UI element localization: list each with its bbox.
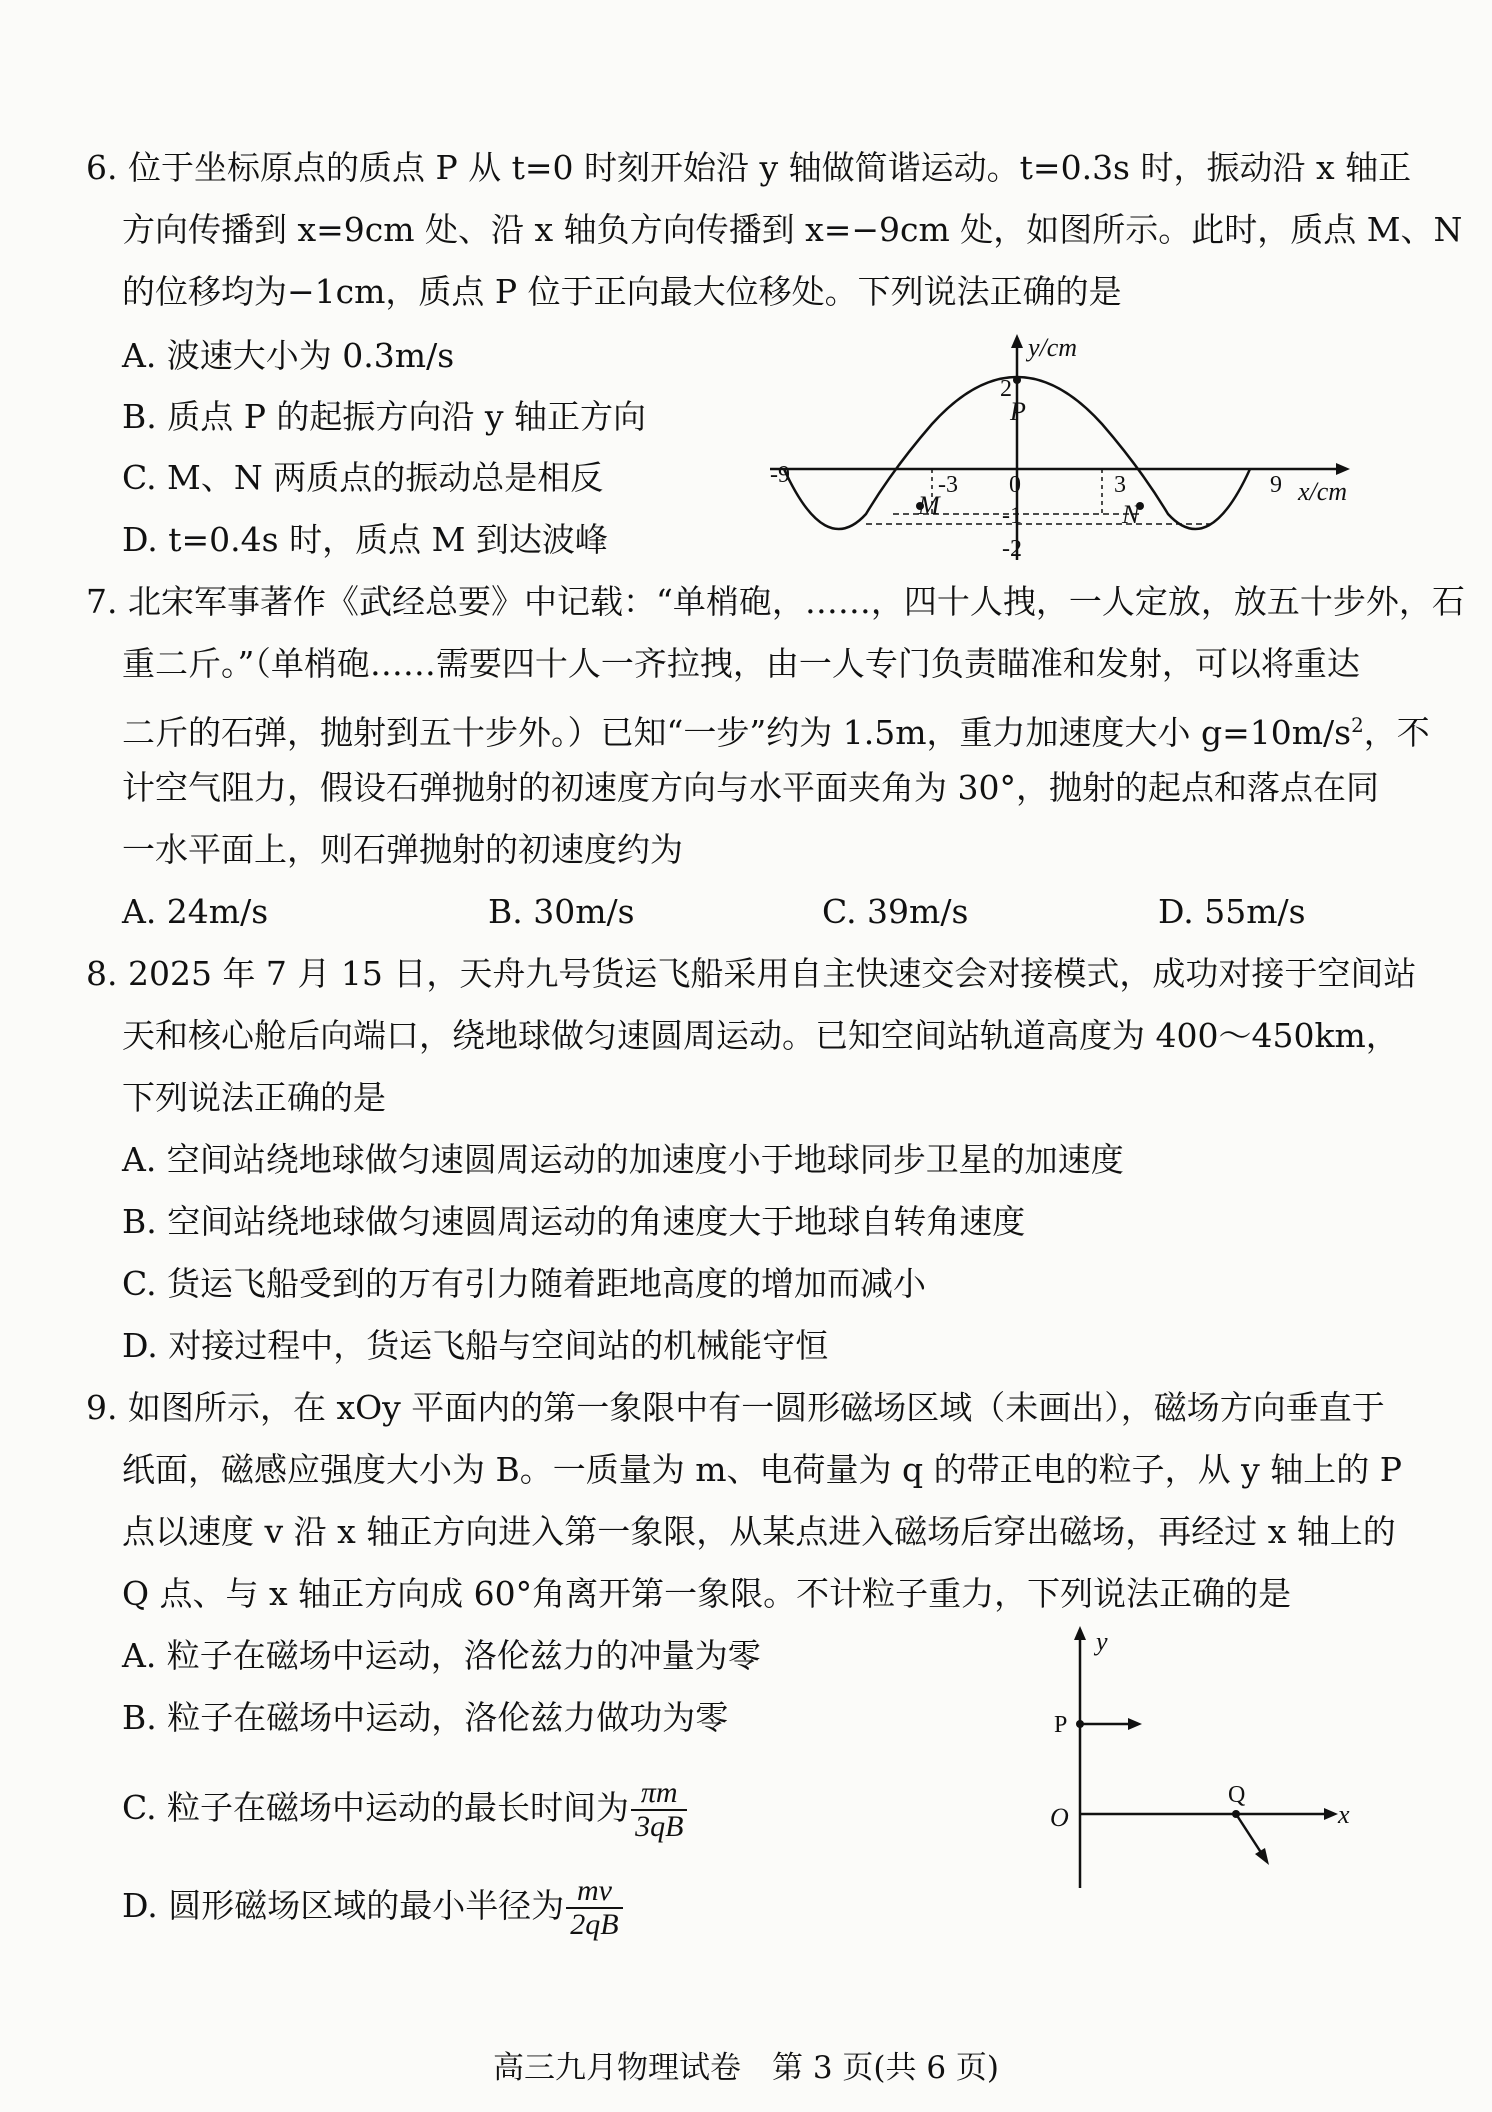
q7-line2: 重二斤。”（单梢砲……需要四十人一齐拉拽，由一人专门负责瞄准和发射，可以将重达 [122,644,1360,683]
q9-line2: 纸面，磁感应强度大小为 B。一质量为 m、电荷量为 q 的带正电的粒子，从 y 轴上的 P [122,1450,1402,1489]
q9-option-a: A. 粒子在磁场中运动，洛伦兹力的冲量为零 [122,1636,761,1675]
q8-line2: 天和核心舱后向端口，绕地球做匀速圆周运动。已知空间站轨道高度为 400～450km， [122,1016,1399,1055]
q7-line4: 计空气阻力，假设石弹抛射的初速度方向与水平面夹角为 30°，抛射的起点和落点在同 [122,768,1379,807]
label-p: P [1010,397,1026,426]
q9-option-c [122,1768,687,1848]
q8-option-c: C. 货运飞船受到的万有引力随着距地高度的增加而减小 [122,1264,927,1303]
q9-q-label: Q [1228,1782,1246,1808]
q6-option-b: B. 质点 P 的起振方向沿 y 轴正方向 [122,397,647,436]
q9-c-numerator: πm [631,1777,687,1811]
q6-option-a: A. 波速大小为 0.3m/s [122,336,455,375]
q9-option-d-text: D. 圆形磁场区域的最小半径为 [122,1886,565,1925]
tick-neg2: -2 [1002,536,1022,562]
tick-neg3: -3 [938,472,958,498]
q9-d-denominator: 2qB [570,1908,619,1941]
tick-pos9: 9 [1270,472,1282,498]
q9-coordinate-figure [1040,1618,1370,1898]
q9-d-numerator: mv [566,1875,622,1909]
q9-line4: Q 点、与 x 轴正方向成 60°角离开第一象限。不计粒子重力，下列说法正确的是 [122,1574,1292,1613]
q7-option-b: B. 30m/s [488,892,635,931]
x-axis-arrow-icon [1336,463,1350,475]
q6-wave-figure [760,330,1370,570]
q7-option-a: A. 24m/s [122,892,269,931]
q6-xlabel: x/cm [1298,477,1348,506]
q9-line3: 点以速度 v 沿 x 轴正方向进入第一象限，从某点进入磁场后穿出磁场，再经过 x 轴上的 [122,1512,1396,1551]
q6-ylabel: y/cm [1028,333,1078,362]
q8-option-a: A. 空间站绕地球做匀速圆周运动的加速度小于地球同步卫星的加速度 [122,1140,1124,1179]
q8-option-d: D. 对接过程中，货运飞船与空间站的机械能守恒 [122,1326,829,1365]
q6-line1: 6. 位于坐标原点的质点 P 从 t=0 时刻开始沿 y 轴做简谐运动。t=0.3s 时，振动沿 x 轴正 [86,148,1412,187]
label-n: N [1122,500,1140,529]
q9-option-c-fraction [631,1777,687,1843]
q6-option-d: D. t=0.4s 时，质点 M 到达波峰 [122,520,608,559]
q9-o-label: O [1050,1803,1069,1832]
q7-option-c: C. 39m/s [822,892,969,931]
y-axis-arrow-icon [1011,334,1023,348]
q9-option-d [122,1866,623,1946]
q9-option-c-text: C. 粒子在磁场中运动的最长时间为 [122,1788,630,1827]
x-axis-arrow-icon [1324,1808,1338,1820]
page-footer: 高三九月物理试卷 第 3 页(共 6 页) [492,2050,1000,2086]
q7-line5: 一水平面上，则石弹抛射的初速度约为 [122,830,683,869]
y-axis-arrow-icon [1074,1626,1086,1640]
q8-line3: 下列说法正确的是 [122,1078,386,1117]
exit-arrow [1236,1814,1262,1854]
q7-line3-sup: 2 [1351,714,1364,737]
q9-y-label: y [1096,1627,1108,1656]
tick-neg1: -1 [1002,503,1022,529]
point-p [1013,376,1021,384]
q7-option-d: D. 55m/s [1158,892,1306,931]
q7-line3-end: ，不 [1363,713,1430,752]
q9-option-b: B. 粒子在磁场中运动，洛伦兹力做功为零 [122,1698,729,1737]
q7-line1: 7. 北宋军事著作《武经总要》中记载：“单梢砲，……，四十人拽，一人定放，放五十步外，石 [86,582,1465,621]
q9-x-label: x [1338,1800,1350,1829]
q8-line1: 8. 2025 年 7 月 15 日，天舟九号货运飞船采用自主快速交会对接模式，成功对接于空间站 [86,954,1417,993]
q9-p-label: P [1054,1712,1068,1738]
tick-two: 2 [1000,376,1012,402]
q8-option-b: B. 空间站绕地球做匀速圆周运动的角速度大于地球自转角速度 [122,1202,1026,1241]
q9-c-denominator: 3qB [635,1810,684,1843]
tick-neg9: -9 [770,462,790,488]
q6-line3: 的位移均为−1cm，质点 P 位于正向最大位移处。下列说法正确的是 [122,272,1122,311]
tick-pos3: 3 [1114,472,1126,498]
label-m: M [918,491,940,520]
exit-arrow-icon [1255,1848,1269,1865]
q6-line2: 方向传播到 x=9cm 处、沿 x 轴负方向传播到 x=−9cm 处，如图所示。此时，质点 M、N [122,210,1463,249]
q7-line3 [122,706,1430,753]
q9-option-d-fraction [566,1875,622,1941]
q7-line3-text: 二斤的石弹，抛射到五十步外。）已知“一步”约为 1.5m，重力加速度大小 g=10m/s [122,713,1352,752]
q6-option-c: C. M、N 两质点的振动总是相反 [122,458,604,497]
velocity-arrow-icon [1128,1718,1142,1730]
q9-line1: 9. 如图所示，在 xOy 平面内的第一象限中有一圆形磁场区域（未画出），磁场方向垂直于 [86,1388,1385,1427]
tick-zero: 0 [1009,472,1021,498]
